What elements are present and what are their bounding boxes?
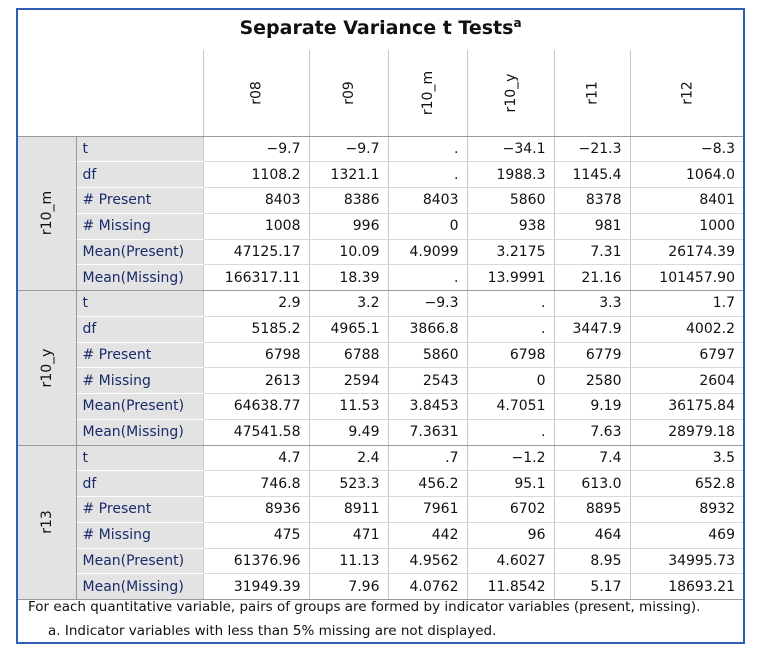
value-cell: 0 — [467, 368, 554, 394]
value-cell: 10.09 — [309, 239, 388, 265]
value-cell: 4.6027 — [467, 548, 554, 574]
value-cell: 8386 — [309, 188, 388, 214]
group-label-cell — [18, 136, 76, 291]
value-cell: 3.5 — [630, 445, 743, 471]
row-stat-label: Mean(Present) — [76, 239, 203, 265]
value-cell: 746.8 — [203, 471, 309, 497]
column-header-label: r12 — [678, 80, 695, 105]
row-stat-label: df — [76, 471, 203, 497]
table-row — [18, 394, 743, 420]
value-cell: 2.9 — [203, 291, 309, 317]
table-row — [18, 342, 743, 368]
table-row — [18, 574, 743, 600]
row-stat-label: # Present — [76, 342, 203, 368]
value-cell: 3866.8 — [388, 316, 467, 342]
value-cell: 475 — [203, 522, 309, 548]
value-cell: 7.63 — [554, 419, 630, 445]
value-cell: 64638.77 — [203, 394, 309, 420]
value-cell: 996 — [309, 213, 388, 239]
value-cell: 469 — [630, 522, 743, 548]
value-cell: 47541.58 — [203, 419, 309, 445]
column-header-label: r10_m — [419, 70, 436, 115]
value-cell: 4.0762 — [388, 574, 467, 600]
title-footnote-mark: a — [513, 16, 522, 30]
column-header-label: r10_y — [502, 73, 519, 113]
value-cell: 34995.73 — [630, 548, 743, 574]
table-body — [18, 136, 743, 600]
value-cell: 613.0 — [554, 471, 630, 497]
row-stat-label: # Present — [76, 188, 203, 214]
value-cell: 471 — [309, 522, 388, 548]
group-label: r13 — [38, 510, 55, 535]
row-stat-label: t — [76, 291, 203, 317]
header-corner — [18, 50, 203, 136]
value-cell: 8403 — [388, 188, 467, 214]
table-row — [18, 316, 743, 342]
table-title-text: Separate Variance t Tests — [239, 17, 514, 39]
value-cell: 5860 — [467, 188, 554, 214]
value-cell: 442 — [388, 522, 467, 548]
value-cell: . — [388, 136, 467, 162]
column-header-r08 — [203, 50, 309, 136]
value-cell: 2604 — [630, 368, 743, 394]
value-cell: 6788 — [309, 342, 388, 368]
value-cell: 456.2 — [388, 471, 467, 497]
table-row — [18, 162, 743, 188]
row-stat-label: # Missing — [76, 213, 203, 239]
table-row — [18, 239, 743, 265]
table-row — [18, 291, 743, 317]
column-header-r12 — [630, 50, 743, 136]
value-cell: 938 — [467, 213, 554, 239]
value-cell: 7.96 — [309, 574, 388, 600]
value-cell: 981 — [554, 213, 630, 239]
value-cell: 3447.9 — [554, 316, 630, 342]
value-cell: 13.9991 — [467, 265, 554, 291]
value-cell: −9.7 — [203, 136, 309, 162]
column-header-r10-y — [467, 50, 554, 136]
value-cell: 7961 — [388, 497, 467, 523]
value-cell: 5.17 — [554, 574, 630, 600]
value-cell: 11.8542 — [467, 574, 554, 600]
group-label-cell — [18, 445, 76, 600]
value-cell: 11.13 — [309, 548, 388, 574]
value-cell: 8932 — [630, 497, 743, 523]
footnote-pairs: For each quantitative variable, pairs of groups are formed by indicator variables (present, missing). — [28, 599, 701, 615]
value-cell: 3.8453 — [388, 394, 467, 420]
table-row — [18, 548, 743, 574]
value-cell: 1.7 — [630, 291, 743, 317]
value-cell: −9.3 — [388, 291, 467, 317]
value-cell: 6797 — [630, 342, 743, 368]
value-cell: 523.3 — [309, 471, 388, 497]
value-cell: 3.3 — [554, 291, 630, 317]
value-cell: 1008 — [203, 213, 309, 239]
table-title — [18, 16, 743, 39]
row-stat-label: Mean(Missing) — [76, 265, 203, 291]
value-cell: 6779 — [554, 342, 630, 368]
value-cell: 31949.39 — [203, 574, 309, 600]
value-cell: 1321.1 — [309, 162, 388, 188]
group-label: r10_m — [38, 191, 55, 236]
column-header-r11 — [554, 50, 630, 136]
column-header-r10-m — [388, 50, 467, 136]
row-stat-label: t — [76, 136, 203, 162]
value-cell: −21.3 — [554, 136, 630, 162]
row-stat-label: # Missing — [76, 368, 203, 394]
value-cell: . — [388, 265, 467, 291]
table-row — [18, 471, 743, 497]
table-row — [18, 419, 743, 445]
table-row — [18, 213, 743, 239]
value-cell: −1.2 — [467, 445, 554, 471]
value-cell: . — [467, 291, 554, 317]
value-cell: 166317.11 — [203, 265, 309, 291]
row-stat-label: df — [76, 162, 203, 188]
row-stat-label: # Missing — [76, 522, 203, 548]
value-cell: 36175.84 — [630, 394, 743, 420]
table-row — [18, 445, 743, 471]
value-cell: 26174.39 — [630, 239, 743, 265]
value-cell: . — [467, 316, 554, 342]
row-stat-label: # Present — [76, 497, 203, 523]
footnote-a: a. Indicator variables with less than 5% missing are not displayed. — [48, 623, 497, 639]
table-row — [18, 188, 743, 214]
value-cell: .7 — [388, 445, 467, 471]
value-cell: 2594 — [309, 368, 388, 394]
column-header-r09 — [309, 50, 388, 136]
value-cell: 1145.4 — [554, 162, 630, 188]
t-test-table — [18, 50, 743, 600]
value-cell: 4002.2 — [630, 316, 743, 342]
value-cell: −8.3 — [630, 136, 743, 162]
value-cell: 2.4 — [309, 445, 388, 471]
row-stat-label: Mean(Missing) — [76, 574, 203, 600]
value-cell: 4.9099 — [388, 239, 467, 265]
value-cell: 2543 — [388, 368, 467, 394]
group-label-cell — [18, 291, 76, 446]
column-header-label: r08 — [248, 80, 264, 105]
value-cell: 28979.18 — [630, 419, 743, 445]
value-cell: −34.1 — [467, 136, 554, 162]
table-row — [18, 497, 743, 523]
value-cell: 3.2175 — [467, 239, 554, 265]
value-cell: 18693.21 — [630, 574, 743, 600]
value-cell: 9.49 — [309, 419, 388, 445]
value-cell: 1988.3 — [467, 162, 554, 188]
value-cell: 61376.96 — [203, 548, 309, 574]
value-cell: 101457.90 — [630, 265, 743, 291]
value-cell: 96 — [467, 522, 554, 548]
value-cell: −9.7 — [309, 136, 388, 162]
value-cell: 8911 — [309, 497, 388, 523]
value-cell: 1064.0 — [630, 162, 743, 188]
value-cell: 1108.2 — [203, 162, 309, 188]
value-cell: 8936 — [203, 497, 309, 523]
value-cell: 652.8 — [630, 471, 743, 497]
value-cell: 1000 — [630, 213, 743, 239]
value-cell: 464 — [554, 522, 630, 548]
table-row — [18, 136, 743, 162]
value-cell: 18.39 — [309, 265, 388, 291]
value-cell: . — [467, 419, 554, 445]
value-cell: 95.1 — [467, 471, 554, 497]
value-cell: 6798 — [203, 342, 309, 368]
value-cell: 7.31 — [554, 239, 630, 265]
value-cell: 8.95 — [554, 548, 630, 574]
value-cell: 8401 — [630, 188, 743, 214]
table-row — [18, 265, 743, 291]
value-cell: 11.53 — [309, 394, 388, 420]
value-cell: 4.9562 — [388, 548, 467, 574]
value-cell: 7.3631 — [388, 419, 467, 445]
table-row — [18, 368, 743, 394]
row-stat-label: df — [76, 316, 203, 342]
row-stat-label: t — [76, 445, 203, 471]
value-cell: 8895 — [554, 497, 630, 523]
value-cell: 4965.1 — [309, 316, 388, 342]
value-cell: 5185.2 — [203, 316, 309, 342]
column-header-label: r11 — [584, 80, 600, 105]
value-cell: 5860 — [388, 342, 467, 368]
value-cell: 8378 — [554, 188, 630, 214]
value-cell: 2613 — [203, 368, 309, 394]
value-cell: 6798 — [467, 342, 554, 368]
value-cell: 0 — [388, 213, 467, 239]
value-cell: 7.4 — [554, 445, 630, 471]
value-cell: 21.16 — [554, 265, 630, 291]
group-label: r10_y — [38, 348, 55, 388]
value-cell: 4.7051 — [467, 394, 554, 420]
table-row — [18, 522, 743, 548]
column-header-row — [18, 50, 743, 136]
value-cell: . — [388, 162, 467, 188]
table-frame — [16, 8, 745, 644]
value-cell: 9.19 — [554, 394, 630, 420]
value-cell: 3.2 — [309, 291, 388, 317]
row-stat-label: Mean(Missing) — [76, 419, 203, 445]
value-cell: 4.7 — [203, 445, 309, 471]
value-cell: 47125.17 — [203, 239, 309, 265]
value-cell: 2580 — [554, 368, 630, 394]
row-stat-label: Mean(Present) — [76, 394, 203, 420]
value-cell: 8403 — [203, 188, 309, 214]
column-header-label: r09 — [340, 80, 357, 105]
value-cell: 6702 — [467, 497, 554, 523]
row-stat-label: Mean(Present) — [76, 548, 203, 574]
